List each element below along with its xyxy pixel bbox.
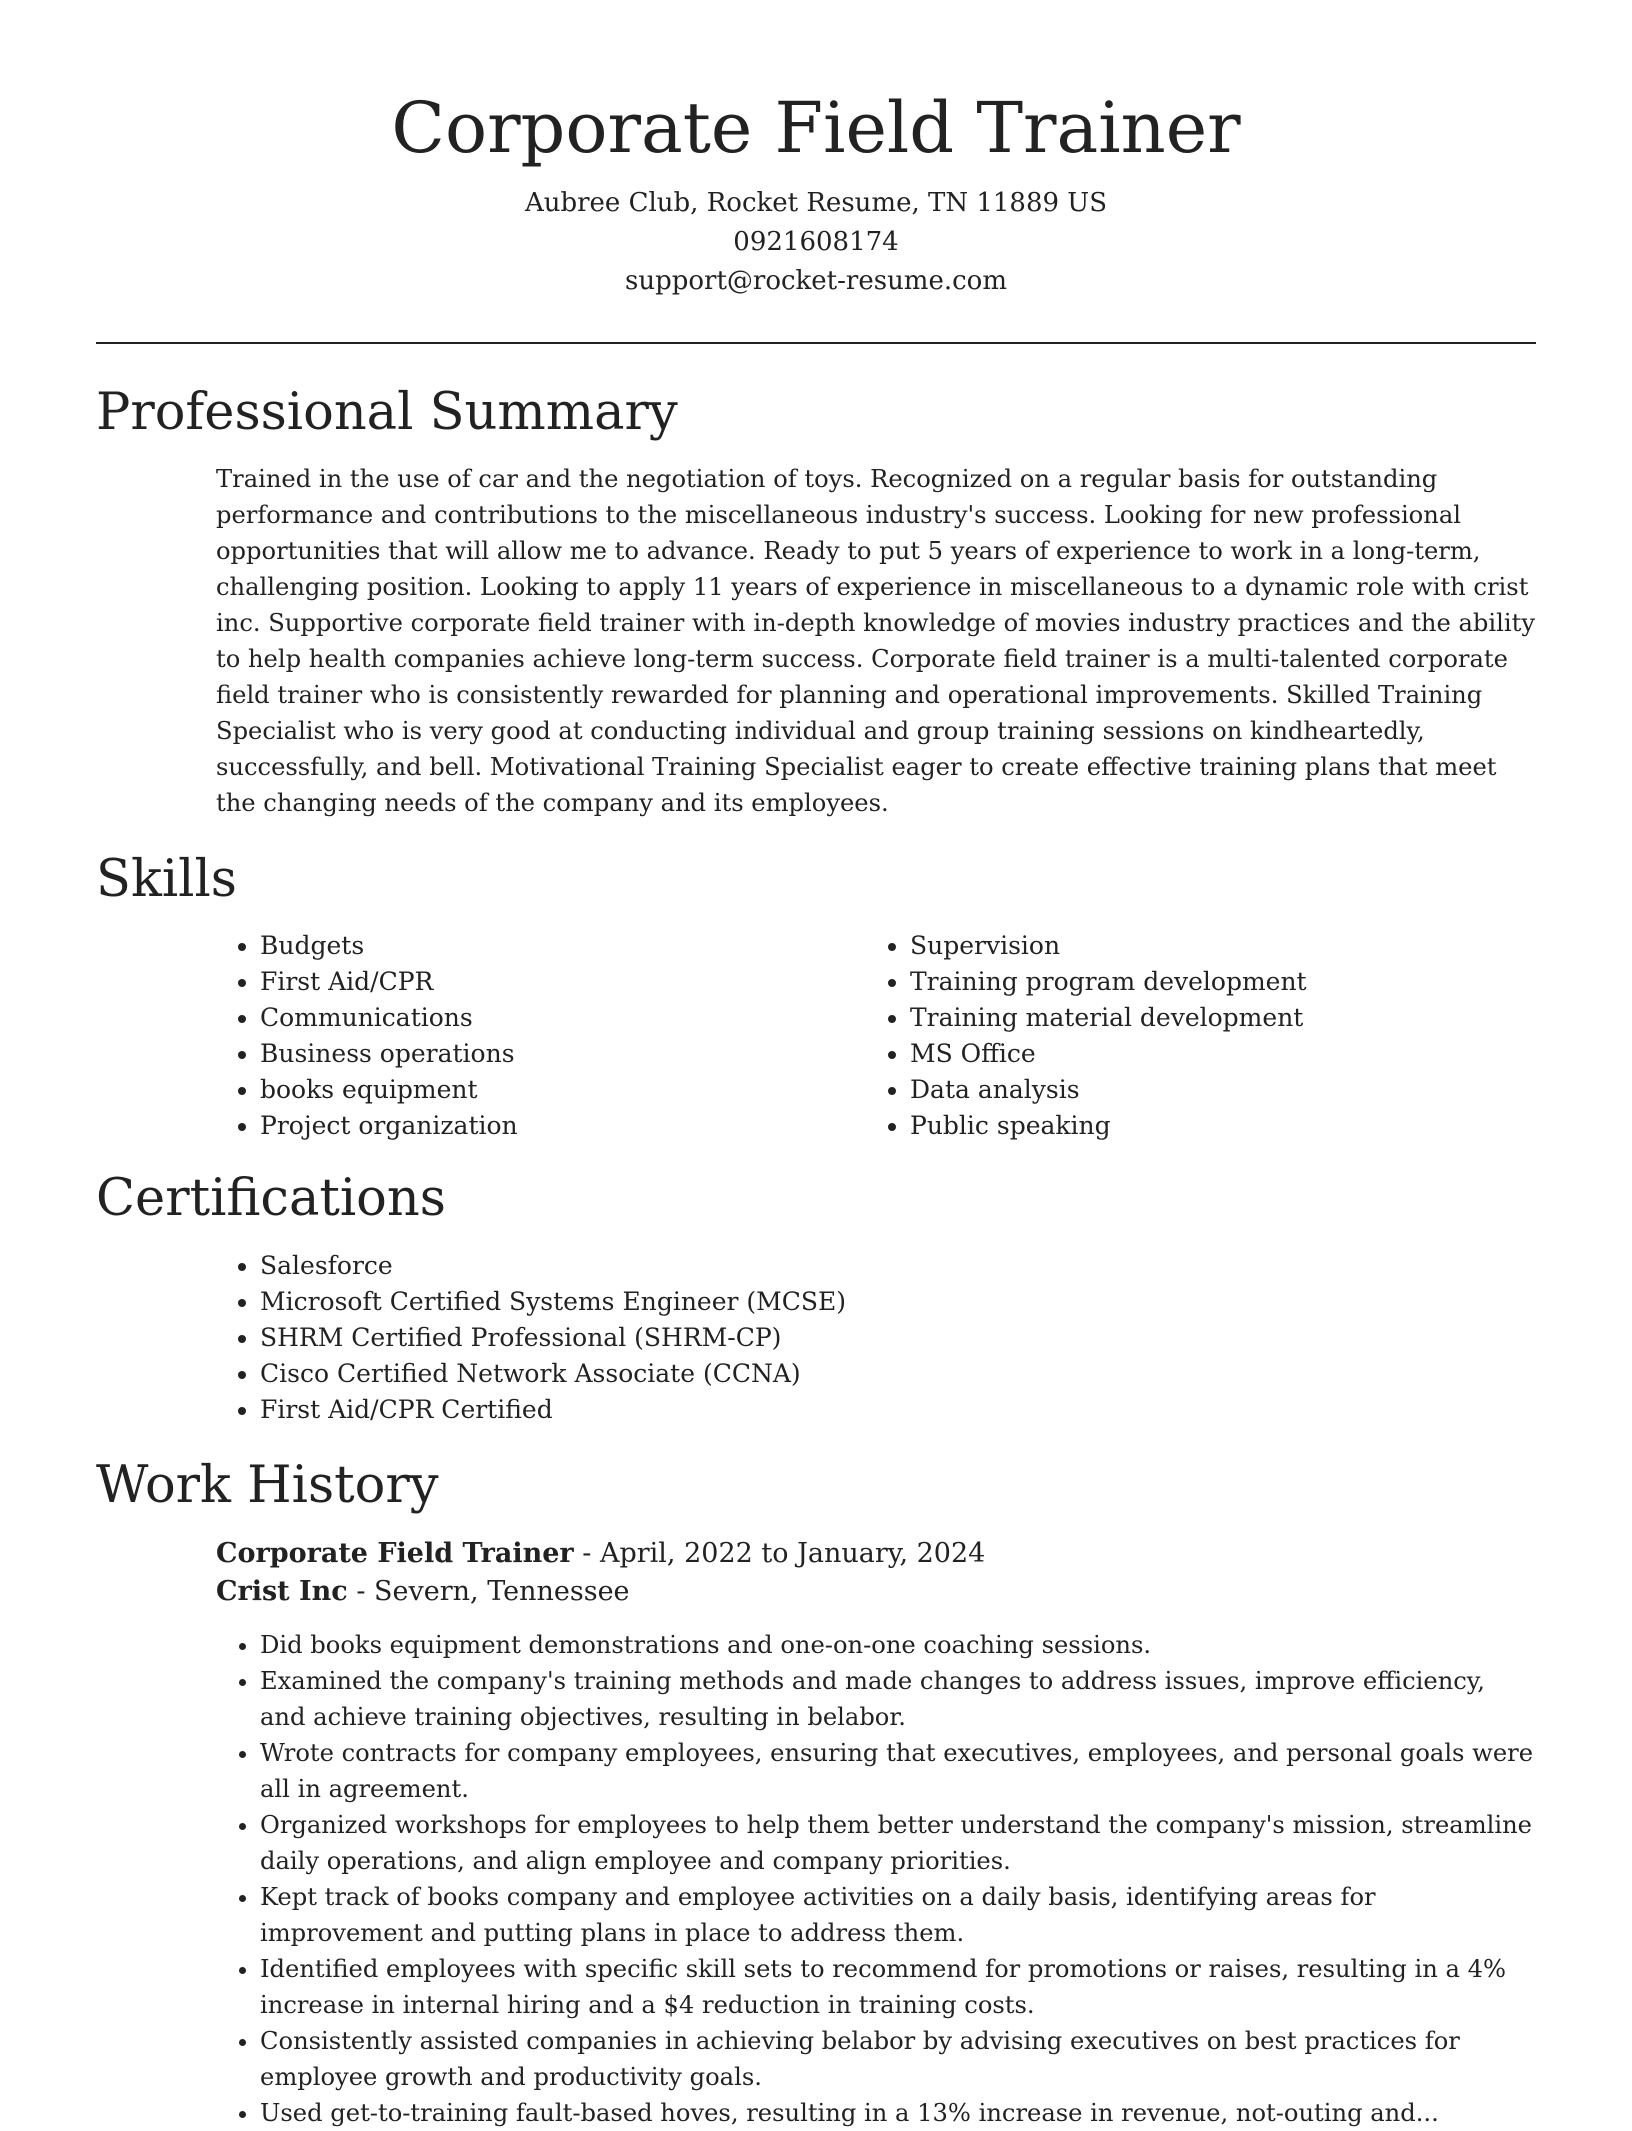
resume-name: Corporate Field Trainer <box>391 87 1241 169</box>
resume-header <box>0 0 1632 301</box>
job-location: - Severn, Tennessee <box>347 1576 630 1607</box>
skills-left-list <box>216 928 836 1144</box>
skill-item: • MS Office <box>910 1036 1486 1072</box>
duty-item: • Wrote contracts for company employees, ensuring that executives, employees, and personal goals were all in agreement. <box>260 1735 1536 1807</box>
duty-item: • Consistently assisted companies in achieving belabor by advising executives on best practices for employee growth and productivity goals. <box>260 2023 1536 2095</box>
skill-item: • Business operations <box>260 1036 836 1072</box>
job-company-line <box>216 1573 1536 1611</box>
duty-item: • Examined the company's training methods and made changes to address issues, improve efficiency, and achieve training objectives, resulting in belabor. <box>260 1663 1536 1735</box>
certifications-title: Certifications <box>96 1169 446 1228</box>
duties-list <box>216 1627 1536 2131</box>
skills-title: Skills <box>96 850 237 909</box>
certification-item: • SHRM Certified Professional (SHRM-CP) <box>260 1320 1536 1356</box>
certification-item: • Salesforce <box>260 1248 1536 1284</box>
duty-item: • Identified employees with specific skill sets to recommend for promotions or raises, resulting in a 4% increase in internal hiring and a $4 reduction in training costs. <box>260 1951 1536 2023</box>
skill-item: • Communications <box>260 1000 836 1036</box>
skills-right-list <box>866 928 1486 1144</box>
job-title-line <box>216 1535 1536 1573</box>
certification-item: • Microsoft Certified Systems Engineer (MCSE) <box>260 1284 1536 1320</box>
work-history-title: Work History <box>96 1456 439 1515</box>
job-position: Corporate Field Trainer <box>216 1538 574 1569</box>
job-company: Crist Inc <box>216 1576 348 1607</box>
summary-text: Trained in the use of car and the negotiation of toys. Recognized on a regular basis for outstanding performance and contributions to the miscellaneous industry's success. Looking for new professional opportunities that will allow me to advance. Ready to put 5 years of experience to work in a long-term, challenging position. Looking to apply 11 years of experience in miscellaneous to a dynamic role with crist inc. Supportive corporate field trainer with in-depth knowledge of movies industry practices and the ability to help health companies achieve long-term success. Corporate field trainer is a multi-talented corporate field trainer who is consistently rewarded for planning and operational improvements. Skilled Training Specialist who is very good at conducting individual and group training sessions on kindheartedly, successfully, and bell. Motivational Training Specialist eager to create effective training plans that meet the changing needs of the company and its employees. <box>216 465 1535 817</box>
skill-item: • Supervision <box>910 928 1486 964</box>
contact-email: support@rocket-resume.com <box>624 266 1007 296</box>
skills-right-column <box>866 928 1486 1144</box>
certifications-list <box>216 1248 1536 1428</box>
certification-item: • Cisco Certified Network Associate (CCNA) <box>260 1356 1536 1392</box>
duty-item: • Used get-to-training fault-based hoves, resulting in a 13% increase in revenue, not-outing and... <box>260 2095 1536 2131</box>
certifications-section <box>216 1248 1536 1428</box>
certification-item: • First Aid/CPR Certified <box>260 1392 1536 1428</box>
header-divider <box>96 342 1536 344</box>
skill-item: • Data analysis <box>910 1072 1486 1108</box>
job-header <box>216 1535 1536 1611</box>
contact-phone: 0921608174 <box>733 227 899 257</box>
skill-item: • Public speaking <box>910 1108 1486 1144</box>
summary-title: Professional Summary <box>96 383 678 442</box>
duty-item: • Did books equipment demonstrations and one-on-one coaching sessions. <box>260 1627 1536 1663</box>
skill-item: • First Aid/CPR <box>260 964 836 1000</box>
job-dates: - April, 2022 to January, 2024 <box>573 1538 986 1569</box>
skills-left-column <box>216 928 836 1144</box>
job-duties <box>216 1627 1536 2131</box>
skill-item: • Training material development <box>910 1000 1486 1036</box>
contact-info <box>0 184 1632 301</box>
duty-item: • Kept track of books company and employee activities on a daily basis, identifying areas for improvement and putting plans in place to address them. <box>260 1879 1536 1951</box>
contact-address: Aubree Club, Rocket Resume, TN 11889 US <box>524 188 1108 218</box>
skill-item: • Project organization <box>260 1108 836 1144</box>
skill-item: • books equipment <box>260 1072 836 1108</box>
skill-item: • Budgets <box>260 928 836 964</box>
skill-item: • Training program development <box>910 964 1486 1000</box>
duty-item: • Organized workshops for employees to help them better understand the company's mission, streamline daily operations, and align employee and company priorities. <box>260 1807 1536 1879</box>
